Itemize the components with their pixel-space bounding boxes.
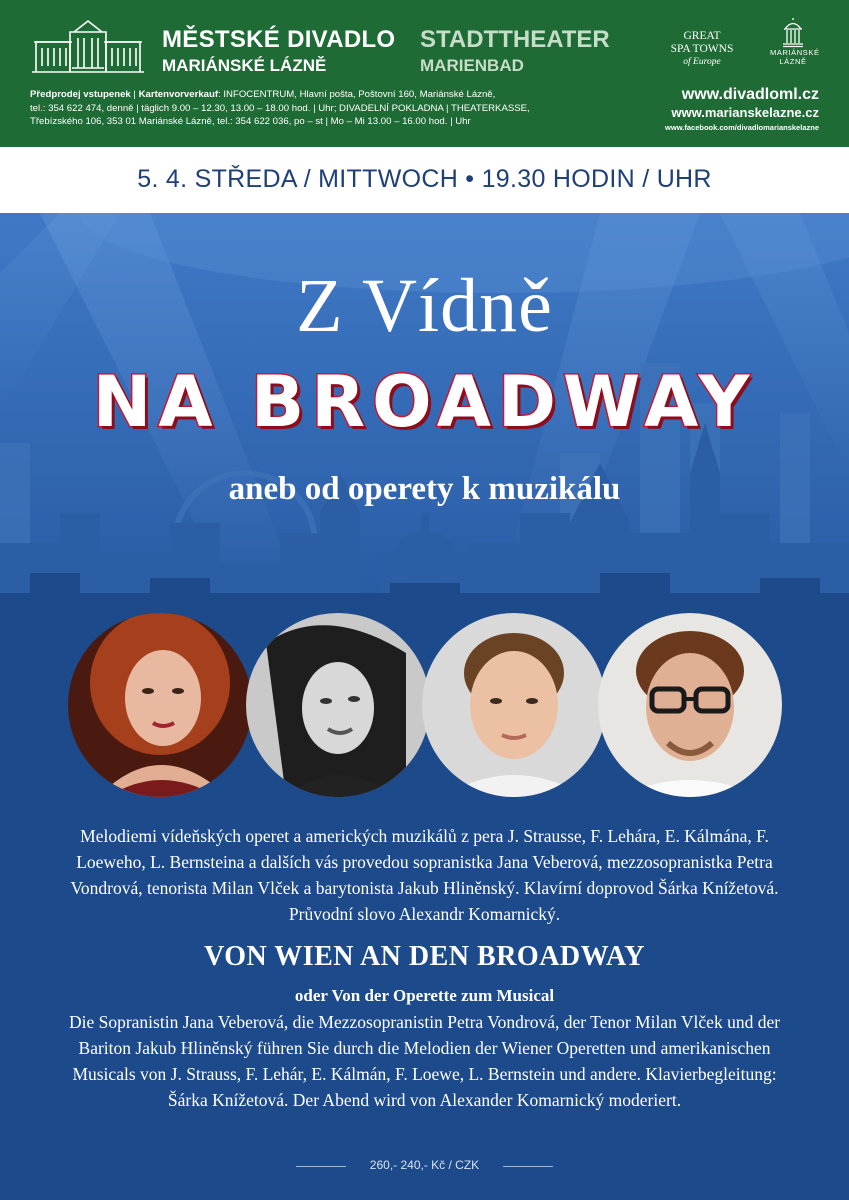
header-bar (0, 0, 849, 147)
great-spa-towns-logo (660, 30, 744, 69)
broadway-title: NA BROADWAY (92, 361, 757, 443)
great-spa-line1: GREAT (683, 30, 721, 42)
presale-info (30, 88, 630, 129)
presale-line3: Třebízského 106, 353 01 Mariánské Lázně, tel.: 354 622 036, po – st | Mo – Mi 13.00 – 16.00 hod. | Uhr (30, 116, 471, 127)
description-de: Die Sopranistin Jana Veberová, die Mezzosopranistin Petra Vondrová, der Tenor Milan Vlček und der Bariton Jakub Hliněnský führen Sie durch die Melodien der Wiener Operetten und amerikanischen Musicals von J. Strauss, F. Lehár, E. Kálmán, F. Loewe, L. Bernstein und andere. Klavierbegleitung: Šárka Knížetová. Der Abend wird von Alexander Komarnický moderiert. (68, 1012, 781, 1110)
ml-logo-line1: MARIÁNSKÉ (770, 48, 820, 57)
great-spa-line3: of Europe (683, 57, 721, 67)
facebook-link[interactable]: www.facebook.com/divadlomarianskelazne (665, 123, 819, 132)
portrait-baritone (598, 613, 782, 797)
presale-label-de: Kartenvorverkauf (138, 89, 219, 100)
marianske-lazne-logo (770, 18, 820, 66)
performer-portraits (0, 613, 849, 803)
portrait-soprano (68, 613, 252, 797)
event-date: 5. 4. STŘEDA / MITTWOCH • 19.30 HODIN / UHR (137, 165, 712, 193)
great-spa-line2: SPA TOWNS (670, 43, 734, 55)
title-de: STADTTHEATER (420, 26, 610, 53)
theatre-building-logo-icon (30, 18, 146, 74)
subtitle: aneb od operety k muzikálu (228, 471, 621, 507)
hero-panel (0, 213, 849, 1200)
ml-logo-line2: LÁZNĚ (779, 57, 807, 66)
portrait-mezzosoprano (246, 613, 430, 797)
website-link-divadlo[interactable]: www.divadloml.cz (681, 86, 819, 103)
subtitle-german: oder Von der Operette zum Musical (294, 986, 555, 1005)
presale-label-cz: Předprodej vstupenek (30, 89, 131, 100)
ticket-price: 260,- 240,- Kč / CZK (369, 1158, 480, 1172)
description-cz: Melodiemi vídeňských operet a amerických muzikálů z pera J. Strausse, F. Lehára, E. Kálmána, F. Loeweho, L. Bernsteina a dalších vás provedou sopranistka Jana Veberová, mezzosopranistka Petra Vondrová, tenorista Milan Vlček a barytonista Jakub Hliněnský. Klavírní doprovod Šárka Knížetová. Průvodní slovo Alexandr Komarnický. (70, 826, 779, 924)
price-row (0, 1156, 849, 1176)
presale-line1-rest: : INFOCENTRUM, Hlavní pošta, Poštovní 160, Mariánské Lázně, (218, 89, 496, 100)
date-band (0, 147, 849, 213)
colonnade-icon (782, 18, 804, 48)
presale-sep: | (130, 89, 139, 100)
title-cz: MĚSTSKÉ DIVADLO (162, 26, 396, 53)
title-german: VON WIEN AN DEN BROADWAY (204, 941, 645, 972)
website-link-marianskelazne[interactable]: www.marianskelazne.cz (671, 105, 819, 120)
portrait-tenor (422, 613, 606, 797)
presale-line2: tel.: 354 622 474, denně | täglich 9.00 – 12.30, 13.00 – 18.00 hod. | Uhr; DIVADELNÍ POKLADNA | THEATERKASSE, (30, 102, 530, 114)
title-cz-sub: MARIÁNSKÉ LÁZNĚ (162, 56, 327, 75)
main-title: Z Vídně (296, 264, 553, 348)
title-de-sub: MARIENBAD (420, 56, 524, 75)
price-divider-right (503, 1166, 553, 1167)
